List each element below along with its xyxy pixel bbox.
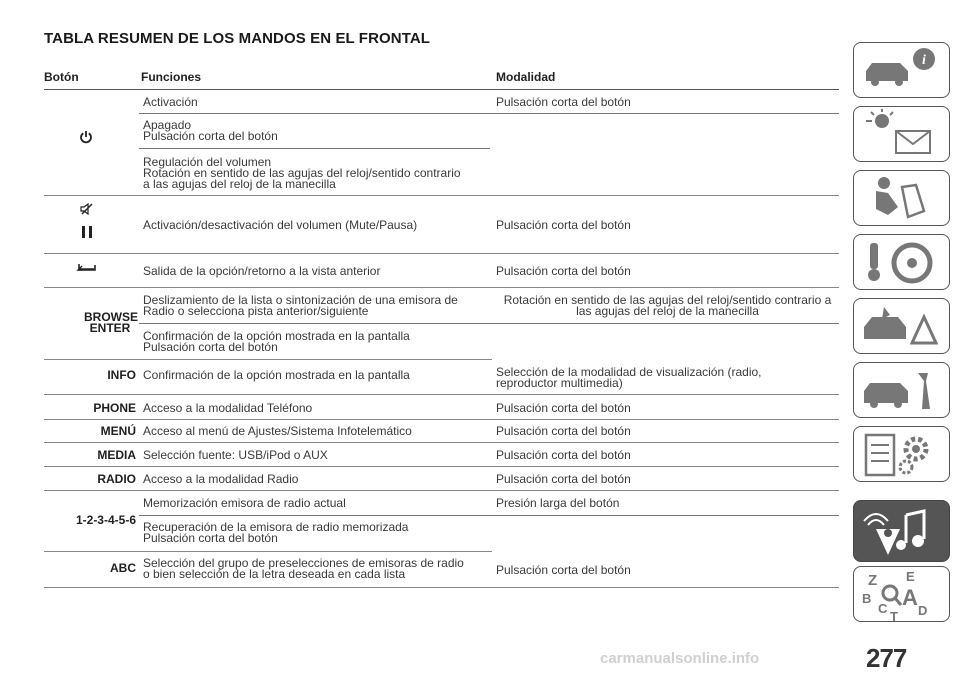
abc-modalidad: Pulsación corta del botón (496, 563, 631, 577)
row-divider (139, 515, 839, 516)
apagado-funcion-1: Apagado (143, 118, 192, 132)
row-divider (139, 323, 839, 324)
index-letter-z: Z (868, 572, 878, 589)
browse-modalidad-1: Rotación en sentido de las agujas del reloj/sentido contrario a (503, 293, 832, 307)
header-divider (44, 89, 839, 90)
menu-button-label: MENÚ (100, 424, 136, 438)
row-divider (44, 466, 839, 467)
power-icon (79, 130, 93, 144)
media-button-label: MEDIA (97, 448, 136, 462)
browse-modalidad-2: las agujas del reloj de la manecilla (576, 304, 759, 318)
volumen-funcion-2: Rotación en sentido de las agujas del reloj/sentido contrario (143, 166, 461, 180)
info-modalidad-1: Selección de la modalidad de visualización (radio, (496, 365, 762, 379)
index-letter-c: C (878, 601, 888, 616)
info-button-label: INFO (107, 368, 136, 382)
presets-button-label: 1-2-3-4-5-6 (75, 513, 136, 527)
media-modalidad: Pulsación corta del botón (496, 448, 631, 462)
media-funcion: Selección fuente: USB/iPod o AUX (143, 448, 328, 462)
phone-button-label: PHONE (93, 401, 136, 415)
chapter-tab-multimedia[interactable] (853, 500, 950, 562)
row-divider (44, 359, 492, 360)
key-steering-icon (854, 235, 949, 289)
index-icon (854, 567, 949, 621)
seat-airbag-icon (854, 171, 949, 225)
activacion-funcion: Activación (143, 95, 198, 109)
abc-funcion-1: Selección del grupo de preselecciones de emisoras de radio (143, 556, 464, 570)
apagado-funcion-2: Pulsación corta del botón (143, 129, 278, 143)
column-header-modalidad: Modalidad (496, 70, 556, 84)
presets-modalidad: Presión larga del botón (496, 496, 620, 510)
pause-icon (81, 225, 93, 239)
back-modalidad: Pulsación corta del botón (496, 264, 631, 278)
chapter-tab-key-steering[interactable] (853, 234, 950, 290)
car-maintenance-icon (854, 363, 949, 417)
activacion-modalidad: Pulsación corta del botón (496, 95, 631, 109)
browse-funcion2-2: Pulsación corta del botón (143, 340, 278, 354)
browse-funcion2-1: Confirmación de la opción mostrada en la pantalla (143, 329, 410, 343)
chapter-tab-breakdown[interactable] (853, 298, 950, 354)
column-header-boton: Botón (44, 70, 79, 84)
menu-modalidad: Pulsación corta del botón (496, 424, 631, 438)
row-divider (44, 551, 492, 552)
row-divider (44, 419, 839, 420)
row-divider (44, 490, 839, 491)
column-header-funciones: Funciones (141, 70, 202, 84)
index-letter-b: B (862, 591, 872, 606)
multimedia-icon (854, 501, 949, 561)
volumen-funcion-3: a las agujas del reloj de la manecilla (143, 177, 336, 191)
chapter-tab-technical-data[interactable] (853, 426, 950, 482)
index-letter-a: A (902, 585, 918, 610)
info-funcion: Confirmación de la opción mostrada en la pantalla (143, 368, 410, 382)
info-modalidad-2: reproductor multimedia) (496, 376, 623, 390)
back-funcion: Salida de la opción/retorno a la vista anterior (143, 264, 381, 278)
row-divider (44, 195, 839, 196)
row-divider (44, 287, 839, 288)
abc-funcion-2: o bien selección de la letra deseada en cada lista (143, 567, 406, 581)
index-letter-d: D (918, 603, 928, 618)
row-divider (44, 394, 839, 395)
mute-funcion: Activación/desactivación del volumen (Mute/Pausa) (143, 218, 418, 232)
radio-modalidad: Pulsación corta del botón (496, 472, 631, 486)
warning-lights-icon (854, 107, 949, 161)
menu-funcion: Acceso al menú de Ajustes/Sistema Infotelemático (143, 424, 412, 438)
row-divider (44, 253, 839, 254)
chapter-tab-car-info[interactable] (853, 42, 950, 98)
abc-button-label: ABC (110, 561, 136, 575)
phone-modalidad: Pulsación corta del botón (496, 401, 631, 415)
row-divider (44, 442, 839, 443)
radio-funcion: Acceso a la modalidad Radio (143, 472, 299, 486)
radio-button-label: RADIO (97, 472, 136, 486)
page-number: 277 (866, 643, 907, 673)
browse-funcion-1: Deslizamiento de la lista o sintonización de una emisora de (143, 293, 458, 307)
technical-data-icon (854, 427, 949, 481)
mute-modalidad: Pulsación corta del botón (496, 218, 631, 232)
index-letter-e: E (906, 569, 915, 584)
row-divider (139, 113, 839, 114)
back-arrow-icon (76, 262, 98, 274)
presets-funcion: Memorización emisora de radio actual (143, 496, 346, 510)
volumen-funcion-1: Regulación del volumen (143, 155, 272, 169)
phone-funcion: Acceso a la modalidad Teléfono (143, 401, 313, 415)
row-divider (139, 148, 490, 149)
page-title: TABLA RESUMEN DE LOS MANDOS EN EL FRONTAL (44, 30, 431, 47)
browse-button-label: BROWSE (84, 310, 138, 324)
index-letter-t: T (890, 609, 898, 621)
breakdown-icon (854, 299, 949, 353)
enter-button-label: ENTER (89, 321, 131, 335)
presets-funcion2-2: Pulsación corta del botón (143, 531, 278, 545)
presets-funcion2-1: Recuperación de la emisora de radio memorizada (143, 520, 409, 534)
car-info-icon (854, 43, 949, 97)
chapter-tab-index[interactable] (853, 566, 950, 622)
chapter-tab-warning-lights[interactable] (853, 106, 950, 162)
chapter-tab-seat-airbag[interactable] (853, 170, 950, 226)
chapter-tab-car-maintenance[interactable] (853, 362, 950, 418)
svg-text:i: i (922, 53, 926, 68)
mute-icon (80, 203, 94, 215)
table-bottom-divider (44, 587, 839, 588)
browse-funcion-2: Radio o selecciona pista anterior/siguiente (143, 304, 369, 318)
footer-watermark: carmanualsonline.info (600, 650, 760, 667)
